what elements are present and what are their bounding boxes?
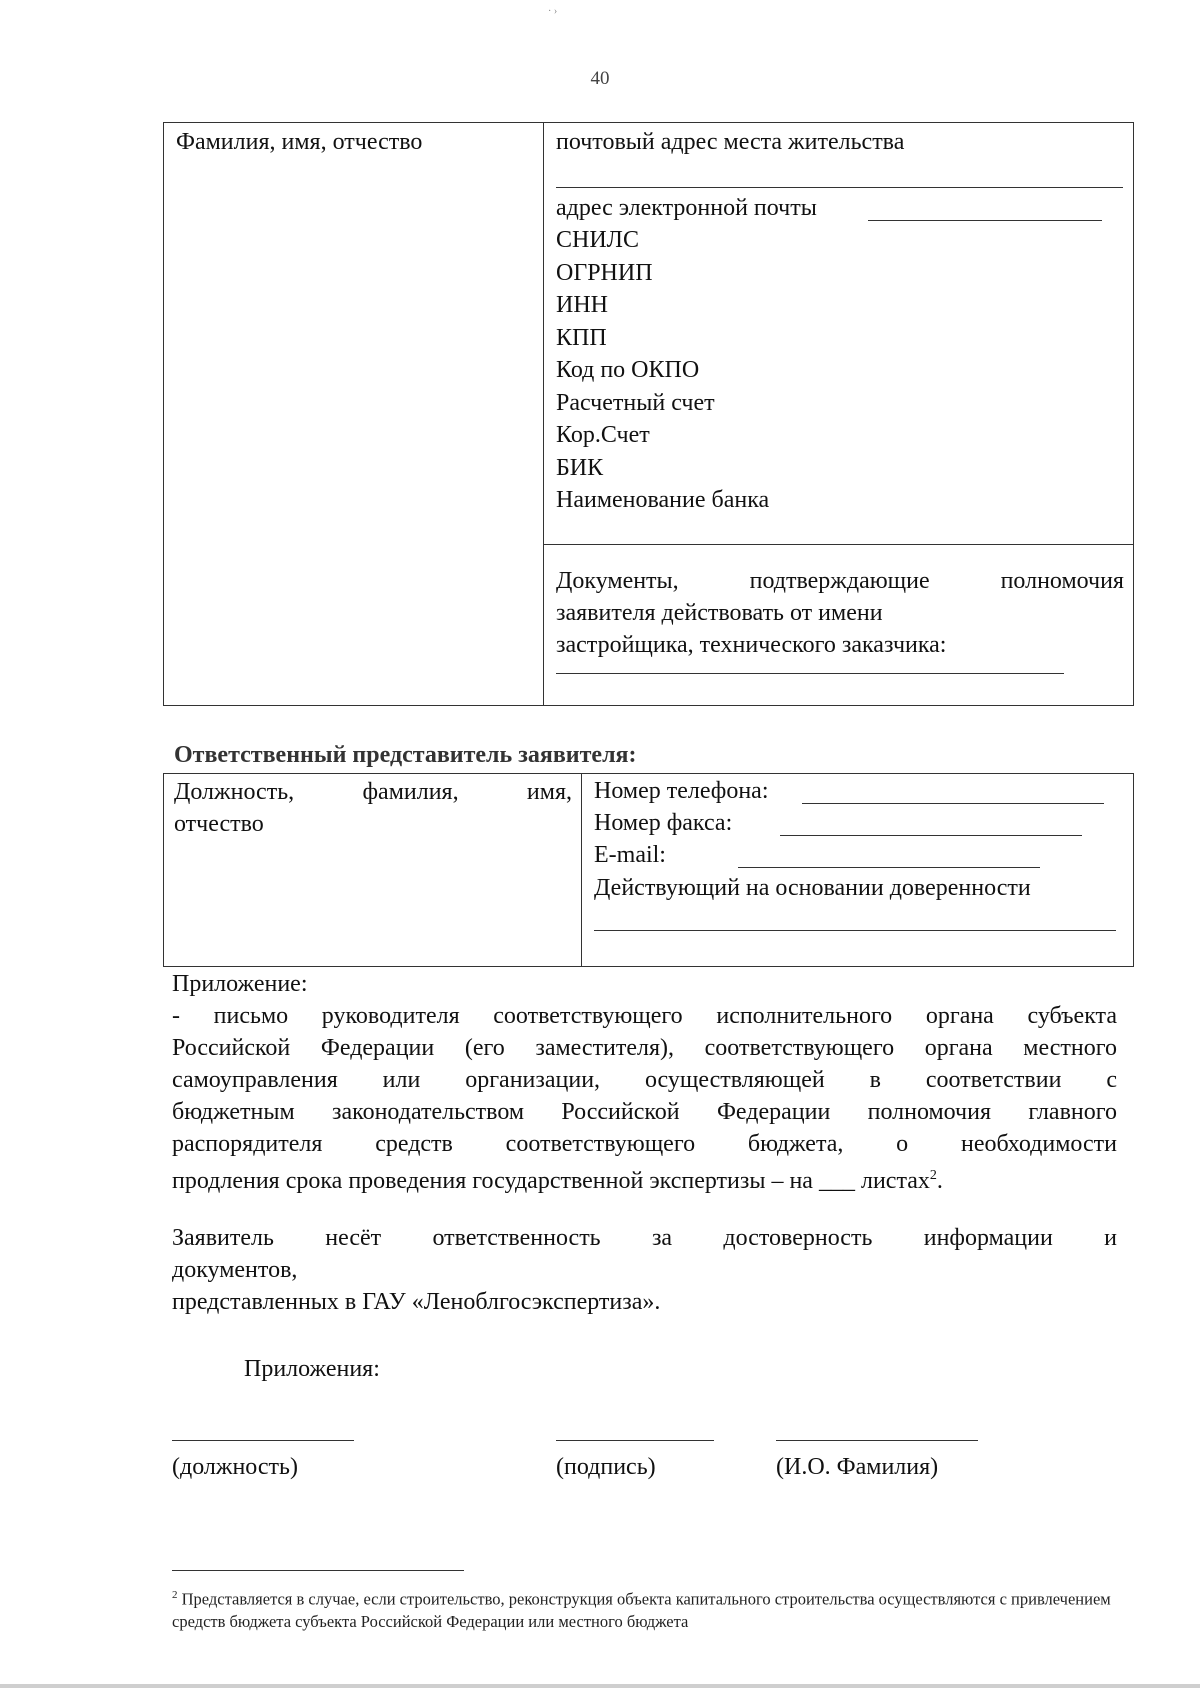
footnote-number: 2 — [172, 1589, 178, 1601]
word: соответствующего — [493, 1003, 683, 1029]
word: бюджета, — [747, 1131, 844, 1157]
footnote-text: Представляется в случае, если строительство, реконструкция объекта капитального строительства осуществляются с привлечением средств бюджета субъекта Российской Федерации или местного бюджета — [172, 1589, 1111, 1631]
representative-table — [163, 773, 1134, 967]
sheets-count-blank: ___ — [818, 1168, 855, 1194]
docs-word: Документы, — [556, 568, 679, 594]
attachment-last-line — [172, 1160, 1117, 1197]
word: Федерации — [320, 1035, 435, 1061]
attachment-section — [172, 968, 1117, 1197]
word: заместителя), — [535, 1035, 675, 1061]
name-caption: (И.О. Фамилия) — [776, 1454, 939, 1480]
word: Российской — [561, 1099, 680, 1125]
word: Заявитель — [172, 1225, 274, 1251]
word: информации — [923, 1225, 1053, 1251]
word: полномочия — [867, 1099, 992, 1125]
applicant-name-cell — [164, 123, 544, 705]
responsibility-line1 — [172, 1222, 1117, 1254]
field-ogrnip: ОГРНИП — [556, 259, 653, 286]
attachment-line — [172, 1032, 1117, 1064]
word: бюджетным — [172, 1099, 295, 1125]
word: - — [172, 1003, 180, 1029]
attachment-line — [172, 1128, 1117, 1160]
word: в — [869, 1067, 881, 1093]
signature-caption: (подпись) — [556, 1454, 656, 1480]
applicant-table — [163, 122, 1134, 706]
word: соответствующего — [704, 1035, 895, 1061]
word: листах — [860, 1168, 930, 1194]
fax-label: Номер факса: — [594, 810, 733, 836]
page-number: 40 — [590, 68, 610, 89]
word: Российской — [172, 1035, 291, 1061]
email-address-label: адрес электронной почты — [556, 195, 817, 221]
word: организации, — [465, 1067, 601, 1093]
applicant-name-label: Фамилия, имя, отчество — [176, 129, 423, 155]
footnote-reference: 2 — [929, 1168, 937, 1183]
representative-name-label-line1 — [174, 776, 572, 808]
word: субъекта — [1027, 1003, 1117, 1029]
attachment-line — [172, 1096, 1117, 1128]
field-bank-name: Наименование банка — [556, 487, 770, 513]
postal-address-label: почтовый адрес места жительства — [556, 129, 905, 155]
representative-heading: Ответственный представитель заявителя: — [174, 742, 637, 768]
word: за — [651, 1225, 673, 1251]
responsibility-line2: документов, — [172, 1257, 298, 1283]
word: и — [1104, 1225, 1117, 1251]
field-account: Расчетный счет — [556, 389, 715, 416]
postal-address-line — [556, 187, 1123, 188]
word: распорядителя — [172, 1131, 323, 1157]
attachment-line — [172, 1064, 1117, 1096]
scan-marks: · › — [548, 6, 558, 17]
authority-documents-line — [556, 673, 1064, 674]
label-word: имя, — [526, 779, 572, 805]
applicant-details-cell — [544, 123, 1133, 545]
name-signature-line — [776, 1440, 978, 1441]
word: достоверность — [723, 1225, 873, 1251]
authority-documents-cell — [544, 545, 1133, 705]
word: о — [896, 1131, 909, 1157]
label-word: фамилия, — [362, 779, 459, 805]
word: органа — [924, 1035, 993, 1061]
power-of-attorney-line — [594, 930, 1116, 931]
position-signature-line — [172, 1440, 354, 1441]
docs-word: полномочия — [1000, 568, 1124, 594]
representative-contacts-cell — [582, 774, 1133, 966]
word: соответствии — [925, 1067, 1062, 1093]
word: . — [936, 1168, 943, 1194]
email-address-line — [868, 220, 1102, 221]
word: Федерации — [716, 1099, 831, 1125]
word: самоуправления — [172, 1067, 338, 1093]
field-snils: СНИЛС — [556, 227, 639, 253]
word: письмо — [213, 1003, 289, 1029]
word: осуществляющей — [644, 1067, 825, 1093]
word: законодательством — [332, 1099, 525, 1125]
word: необходимости — [960, 1131, 1117, 1157]
docs-line-2: заявителя действовать от имени — [556, 600, 883, 626]
word: соответствующего — [505, 1131, 696, 1157]
field-bik: БИК — [556, 454, 604, 481]
fax-line — [780, 835, 1082, 836]
position-caption: (должность) — [172, 1454, 298, 1480]
footnote-separator — [172, 1570, 464, 1571]
responsibility-section — [172, 1222, 1117, 1318]
responsibility-line3: представленных в ГАУ «Леноблгосэкспертиза». — [172, 1289, 661, 1315]
attachments-label: Приложения: — [244, 1356, 380, 1382]
word: руководителя — [321, 1003, 460, 1029]
word: местного — [1023, 1035, 1117, 1061]
representative-name-cell — [164, 774, 582, 966]
field-inn: ИНН — [556, 292, 608, 318]
representative-name-label-line2: отчество — [174, 811, 264, 837]
requisites-list — [556, 224, 769, 517]
word: ответственность — [432, 1225, 601, 1251]
authority-documents-text — [556, 565, 1124, 661]
word: средств — [375, 1131, 453, 1157]
word: органа — [925, 1003, 994, 1029]
word: или — [382, 1067, 421, 1093]
phone-label: Номер телефона: — [594, 778, 769, 804]
attachment-line — [172, 1000, 1117, 1032]
word: с — [1106, 1067, 1117, 1093]
word: продления срока проведения государственной экспертизы – на — [172, 1168, 813, 1194]
docs-line-3: застройщика, технического заказчика: — [556, 632, 947, 658]
word: исполнительного — [716, 1003, 893, 1029]
field-corr-account: Кор.Счет — [556, 422, 650, 448]
footnote — [172, 1584, 1117, 1633]
word: главного — [1028, 1099, 1117, 1125]
label-word: Должность, — [174, 779, 295, 805]
field-kpp: КПП — [556, 324, 607, 351]
phone-line — [802, 803, 1104, 804]
signature-line — [556, 1440, 714, 1441]
word: (его — [464, 1035, 505, 1061]
attachment-heading: Приложение: — [172, 971, 308, 997]
scan-bottom-edge — [0, 1684, 1200, 1688]
email-label: E-mail: — [594, 842, 666, 868]
docs-word: подтверждающие — [749, 568, 930, 594]
word: несёт — [325, 1225, 382, 1251]
email-line — [738, 867, 1040, 868]
field-okpo: Код по ОКПО — [556, 357, 700, 383]
power-of-attorney-label: Действующий на основании доверенности — [594, 875, 1031, 901]
